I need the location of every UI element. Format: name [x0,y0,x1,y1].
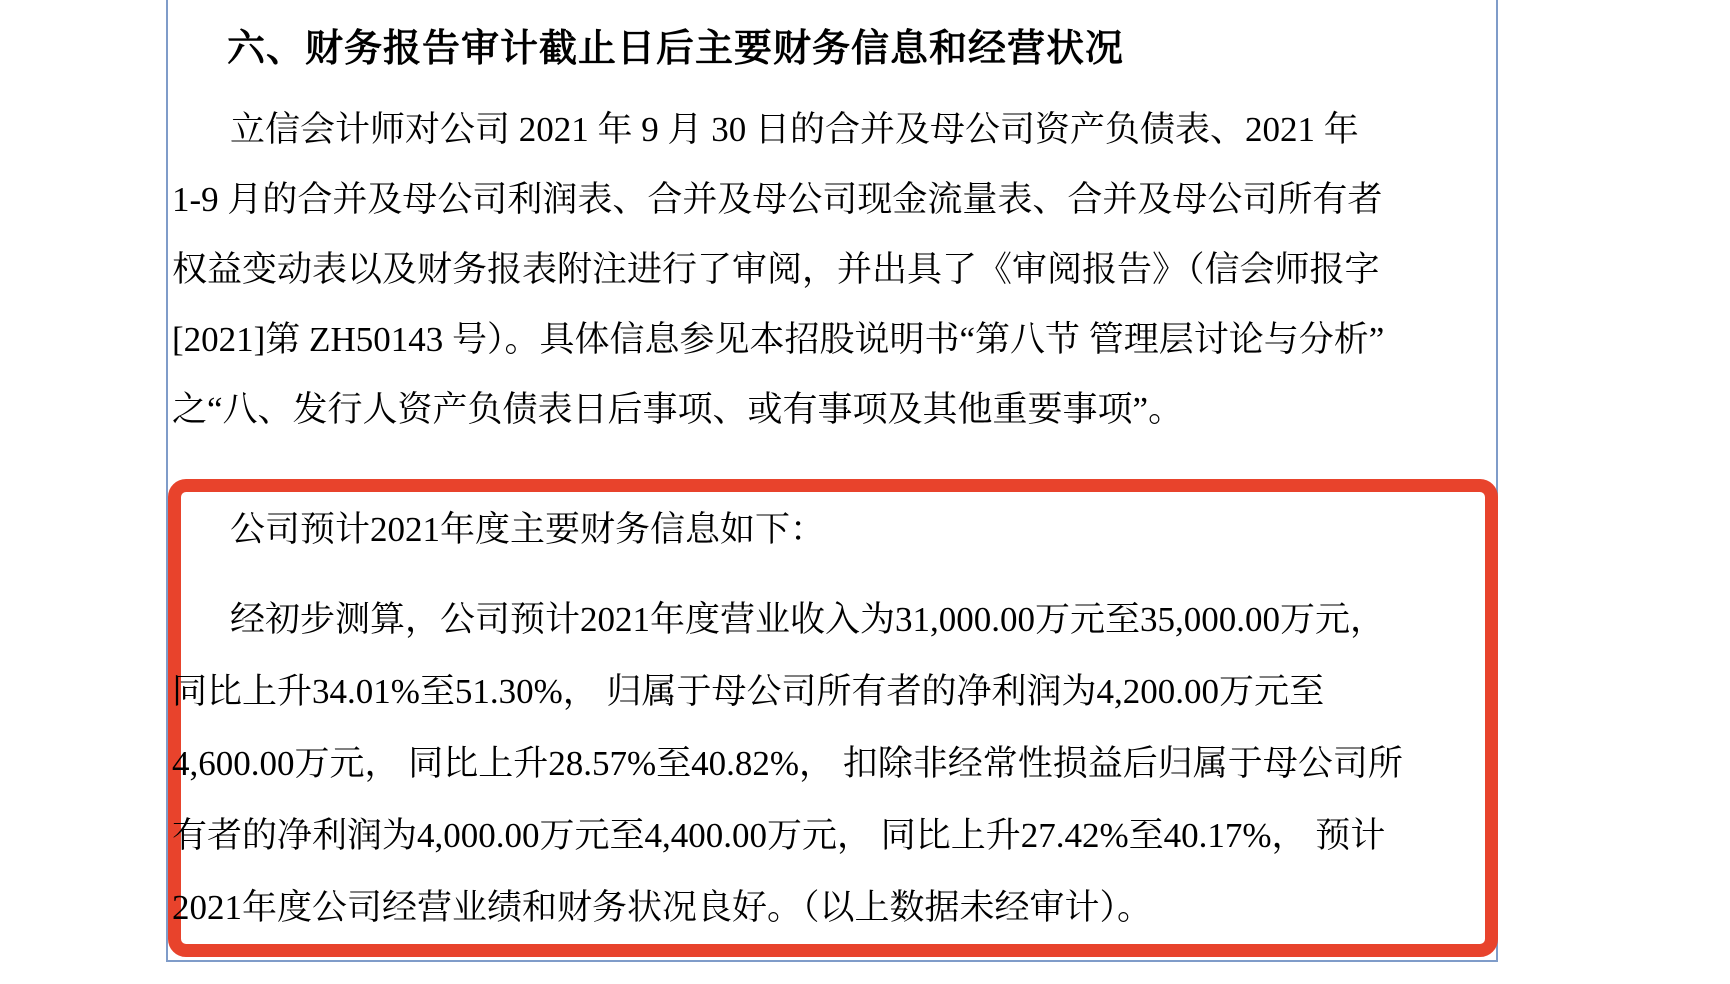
paragraph-line: [2021]第 ZH50143 号）。具体信息参见本招股说明书“第八节 管理层讨论与分析” [172,320,1385,359]
paragraph-line: 之“八、发行人资产负债表日后事项、或有事项及其他重要事项”。 [172,390,1184,429]
paragraph-line: 立信会计师对公司 2021 年 9 月 30 日的合并及母公司资产负债表、2021 年 [230,110,1359,149]
forecast-detail-paragraph [172,584,1468,944]
paragraph-line: 经初步测算，公司预计2021年度营业收入为31,000.00万元至35,000.00万元， [230,600,1386,639]
forecast-intro-paragraph [172,494,1468,566]
audit-review-paragraph [172,95,1468,445]
paragraph-line: 4,600.00万元， 同比上升28.57%至40.82%， 扣除非经常性损益后归属于母公司所 [172,744,1403,783]
paragraph-line: 同比上升34.01%至51.30%， 归属于母公司所有者的净利润为4,200.00万元至 [172,672,1325,711]
paragraph-line: 1-9 月的合并及母公司利润表、合并及母公司现金流量表、合并及母公司所有者 [172,180,1383,219]
paragraph-line: 权益变动表以及财务报表附注进行了审阅，并出具了《审阅报告》（信会师报字 [172,250,1380,289]
paragraph-line: 有者的净利润为4,000.00万元至4,400.00万元， 同比上升27.42%至40.17%， 预计 [172,816,1386,855]
paragraph-line: 2021年度公司经营业绩和财务状况良好。（以上数据未经审计）。 [172,888,1153,927]
section-heading: 六、财务报告审计截止日后主要财务信息和经营状况 [227,28,1125,70]
paragraph-line: 公司预计2021年度主要财务信息如下： [230,510,826,549]
